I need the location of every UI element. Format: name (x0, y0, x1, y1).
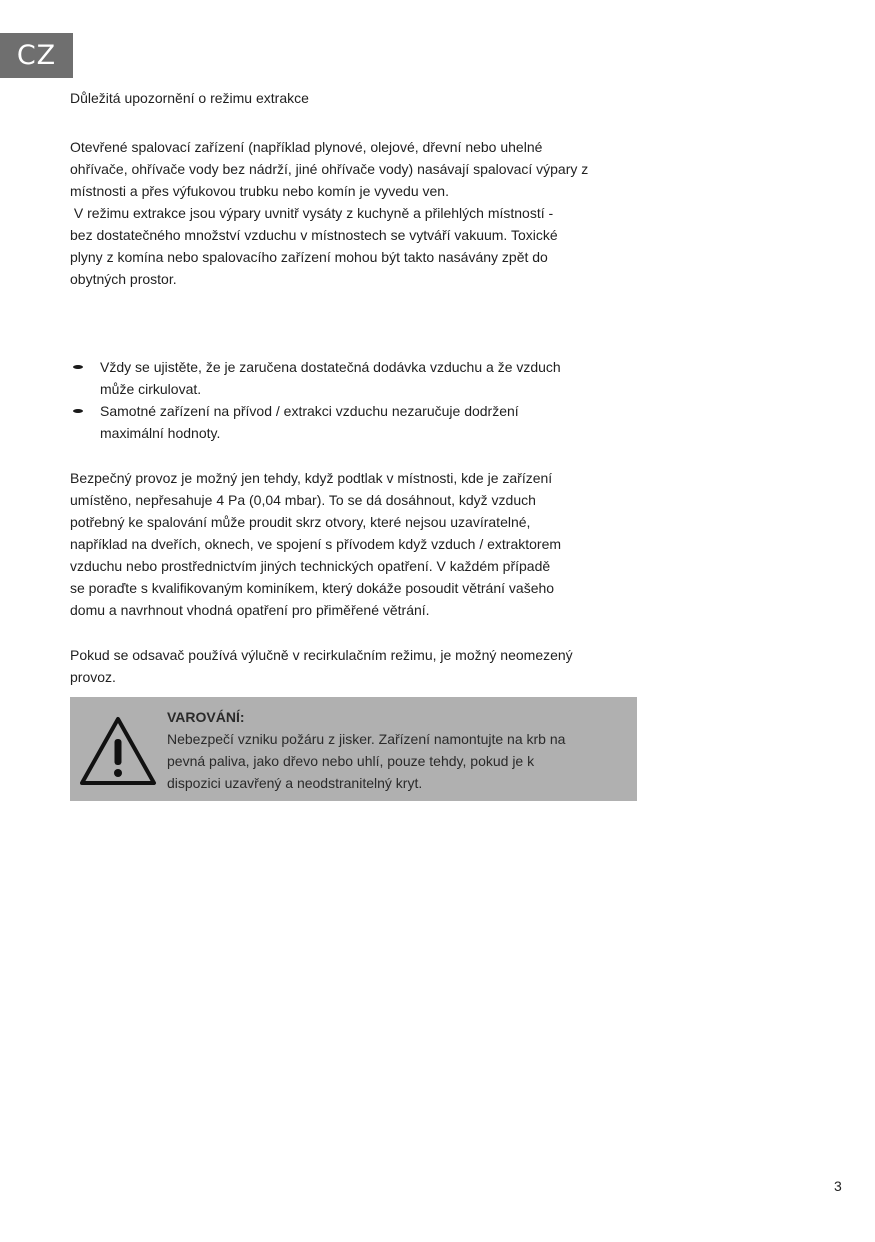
recirculation-paragraph (70, 644, 640, 688)
text-line: Pokud se odsavač používá výlučně v recirkulačním režimu, je možný neomezený (70, 647, 573, 663)
text-line: domu a navrhnout vhodná opatření pro přiměřené větrání. (70, 602, 430, 618)
bullet-icon (73, 365, 83, 369)
warning-title: VAROVÁNÍ: (167, 709, 245, 725)
text-line: potřebný ke spalování může proudit skrz otvory, které nejsou uzavíratelné, (70, 514, 531, 530)
language-tab: CZ (0, 33, 73, 78)
page-number: 3 (834, 1178, 842, 1194)
text-line: umístěno, nepřesahuje 4 Pa (0,04 mbar). To se dá dosáhnout, když vzduch (70, 492, 536, 508)
warning-text (167, 706, 617, 794)
text-line: maximální hodnoty. (100, 425, 221, 441)
section-heading: Důležitá upozornění o režimu extrakce (70, 90, 309, 106)
text-line: dispozici uzavřený a neodstranitelný kryt. (167, 775, 423, 791)
text-line: Otevřené spalovací zařízení (například plynové, olejové, dřevní nebo uhelné (70, 139, 543, 155)
text-line: místnosti a přes výfukovou trubku nebo komín je vyvedu ven. (70, 183, 449, 199)
page-content (70, 87, 640, 801)
bullet-icon (73, 409, 83, 413)
safe-operation-paragraph (70, 467, 640, 621)
bullet-list (70, 356, 640, 444)
text-line: může cirkulovat. (100, 381, 202, 397)
text-line: se poraďte s kvalifikovaným kominíkem, který dokáže posoudit větrání vašeho (70, 580, 555, 596)
text-line: bez dostatečného množství vzduchu v místnostech se vytváří vakuum. Toxické (70, 227, 558, 243)
text-line: Bezpečný provoz je možný jen tehdy, když podtlak v místnosti, kde je zařízení (70, 470, 553, 486)
text-line: Nebezpečí vzniku požáru z jisker. Zařízení namontujte na krb na (167, 731, 566, 747)
warning-triangle-icon (78, 715, 158, 787)
text-line: provoz. (70, 669, 116, 685)
text-line: vzduchu nebo prostřednictvím jiných technických opatření. V každém případě (70, 558, 551, 574)
text-line: například na dveřích, oknech, ve spojení s přívodem když vzduch / extraktorem (70, 536, 562, 552)
text-line: ohřívače, ohřívače vody bez nádrží, jiné ohřívače vody) nasávají spalovací výpary z (70, 161, 589, 177)
text-line: V režimu extrakce jsou výpary uvnitř vysáty z kuchyně a přilehlých místností - (70, 205, 554, 221)
text-line: obytných prostor. (70, 271, 177, 287)
intro-paragraph (70, 136, 640, 290)
text-line: pevná paliva, jako dřevo nebo uhlí, pouze tehdy, pokud je k (167, 753, 535, 769)
list-item (70, 356, 600, 400)
list-item (70, 400, 600, 444)
text-line: Vždy se ujistěte, že je zaručena dostatečná dodávka vzduchu a že vzduch (100, 359, 561, 375)
warning-box (70, 697, 637, 801)
text-line: plyny z komína nebo spalovacího zařízení mohou být takto nasávány zpět do (70, 249, 548, 265)
text-line: Samotné zařízení na přívod / extrakci vzduchu nezaručuje dodržení (100, 403, 519, 419)
